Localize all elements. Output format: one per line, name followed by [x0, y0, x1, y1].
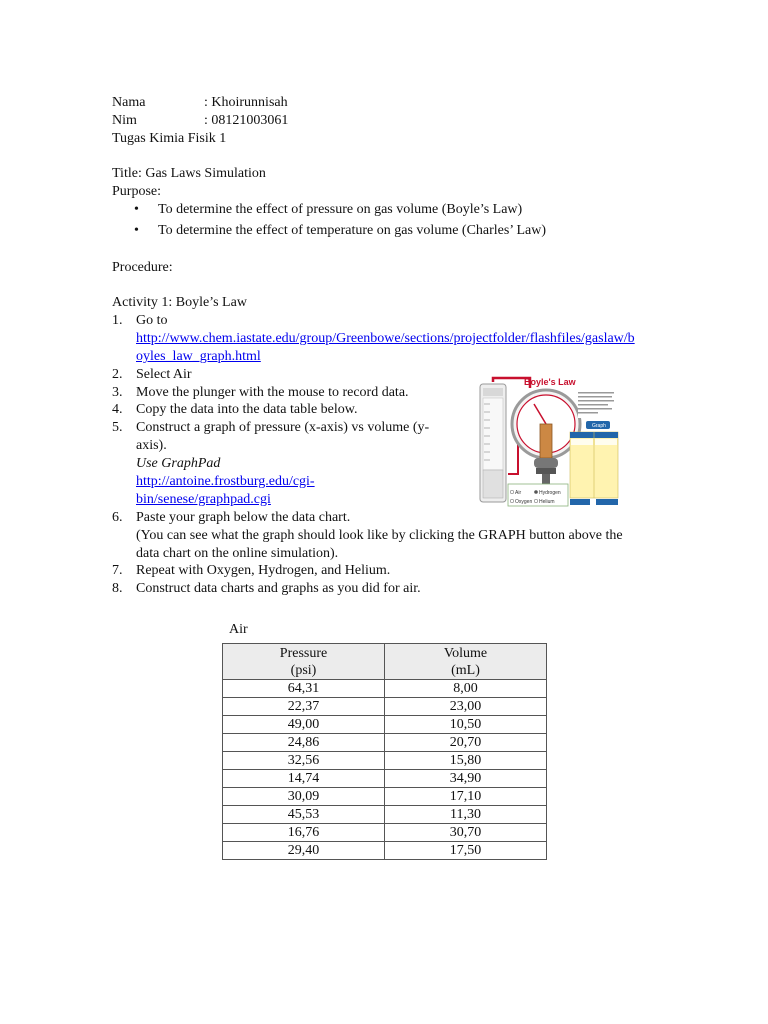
boyles-law-link[interactable]: oyles_law_graph.html [136, 349, 261, 364]
gas-option-oxygen: Oxygen [515, 499, 533, 505]
simulation-illustration [474, 374, 620, 508]
volume-cell: 17,10 [385, 788, 547, 806]
boyles-law-simulation-image [474, 374, 620, 508]
graph-button-label: Graph [592, 423, 606, 429]
volume-cell: 30,70 [385, 824, 547, 842]
gas-option-helium: Helium [539, 499, 555, 505]
table-row [223, 842, 547, 860]
step-6-continued: (You can see what the graph should look like by clicking the GRAPH button above the [136, 528, 623, 543]
pressure-cell: 22,37 [223, 698, 385, 716]
gas-option-air: Air [515, 490, 522, 496]
boyles-law-link-line2[interactable] [136, 348, 261, 366]
pressure-cell: 64,31 [223, 680, 385, 698]
table-row [223, 788, 547, 806]
pressure-cell: 29,40 [223, 842, 385, 860]
bullet-icon: • [134, 202, 139, 217]
volume-cell: 8,00 [385, 680, 547, 698]
pressure-cell: 49,00 [223, 716, 385, 734]
nim-row [112, 112, 288, 130]
nim-label: Nim [112, 113, 137, 128]
volume-cell: 10,50 [385, 716, 547, 734]
pressure-cell: 16,76 [223, 824, 385, 842]
assignment-title: Tugas Kimia Fisik 1 [112, 131, 227, 146]
air-data-table [222, 643, 547, 860]
table-row [223, 824, 547, 842]
table-row [223, 770, 547, 788]
step-6-continued: data chart on the online simulation). [136, 546, 339, 561]
name-row [112, 94, 288, 112]
graphpad-link-line1[interactable] [136, 473, 315, 491]
bullet-icon: • [134, 223, 139, 238]
table-row [223, 716, 547, 734]
volume-cell: 20,70 [385, 734, 547, 752]
table-row [223, 806, 547, 824]
volume-header: Volume (mL) [385, 644, 547, 680]
volume-cell: 23,00 [385, 698, 547, 716]
volume-cell: 15,80 [385, 752, 547, 770]
graphpad-link-line2[interactable] [136, 491, 271, 509]
volume-cell: 17,50 [385, 842, 547, 860]
pressure-cell: 45,53 [223, 806, 385, 824]
table-row [223, 698, 547, 716]
name-value: : Khoirunnisah [204, 95, 288, 110]
pressure-header: Pressure (psi) [223, 644, 385, 680]
volume-cell: 34,90 [385, 770, 547, 788]
pressure-cell: 30,09 [223, 788, 385, 806]
table-header-row [223, 644, 547, 680]
name-label: Nama [112, 95, 146, 110]
simulation-title: Boyle's Law [524, 377, 576, 387]
procedure-heading: Procedure: [112, 260, 173, 275]
nim-value: : 08121003061 [204, 113, 289, 128]
step-5-continued: axis). [136, 438, 167, 453]
volume-cell: 11,30 [385, 806, 547, 824]
graphpad-label: Use GraphPad [136, 456, 221, 471]
pressure-cell: 32,56 [223, 752, 385, 770]
graphpad-link[interactable]: bin/senese/graphpad.cgi [136, 492, 271, 507]
boyles-law-link-line1[interactable] [136, 330, 635, 348]
table-row [223, 680, 547, 698]
pressure-cell: 14,74 [223, 770, 385, 788]
table-row [223, 752, 547, 770]
pressure-cell: 24,86 [223, 734, 385, 752]
purpose-heading: Purpose: [112, 184, 161, 199]
document-title: Title: Gas Laws Simulation [112, 166, 266, 181]
graphpad-link[interactable]: http://antoine.frostburg.edu/cgi- [136, 474, 315, 489]
table-caption: Air [229, 622, 248, 637]
gas-option-hydrogen: Hydrogen [539, 490, 561, 496]
table-row [223, 734, 547, 752]
boyles-law-link[interactable]: http://www.chem.iastate.edu/group/Greenbowe/sections/projectfolder/flashfiles/gaslaw/b [136, 331, 635, 346]
activity-heading: Activity 1: Boyle’s Law [112, 295, 247, 310]
